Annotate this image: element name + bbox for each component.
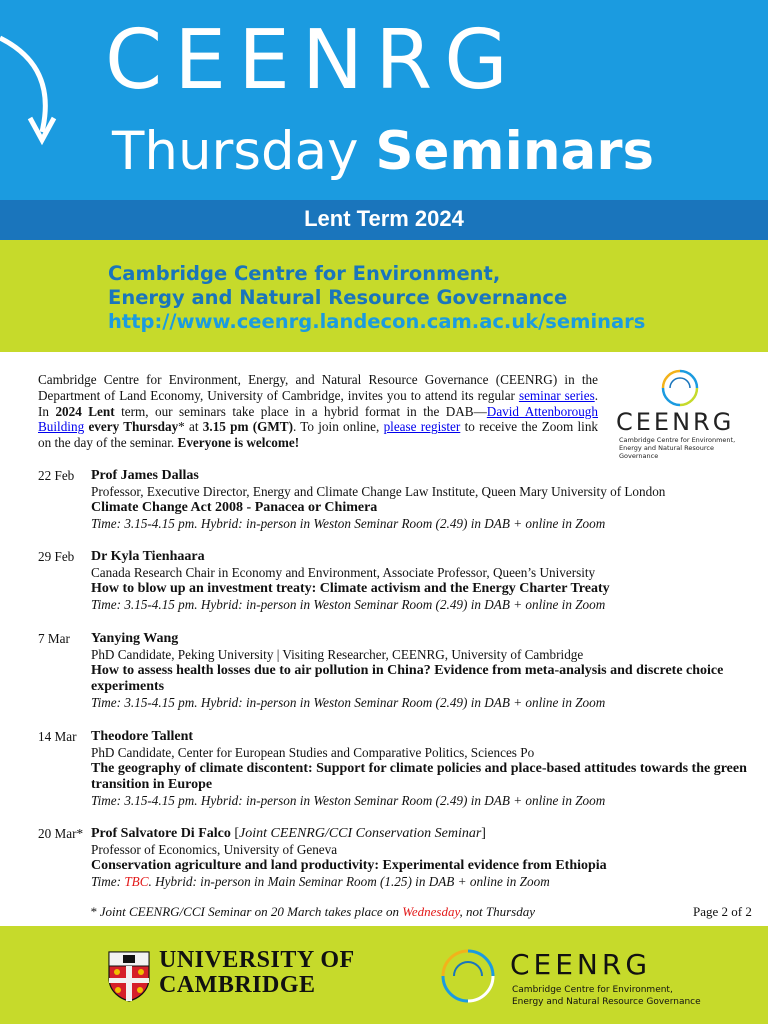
time-suffix: . Hybrid: in-person in Main Seminar Room (1.25) in DAB + online in Zoom [148, 874, 550, 889]
centre-name-line1: Cambridge Centre for Environment, [108, 262, 501, 285]
seminar-speaker-note [231, 826, 486, 841]
time-prefix: Time: [91, 874, 125, 889]
swoosh-arrow-icon [0, 0, 100, 200]
intro-bold-time: 3.15 pm (GMT) [202, 419, 293, 435]
logo-wordmark: CEENRG [616, 408, 735, 436]
logo-tagline [619, 436, 754, 460]
subtitle-bold: Seminars [375, 121, 655, 182]
seminar-role: PhD Candidate, Peking University | Visiting Researcher, CEENRG, University of Cambridge [91, 647, 584, 662]
ceenrg-logo-circle-icon [660, 368, 700, 408]
seminar-series-link[interactable]: seminar series [518, 387, 595, 403]
seminar-speaker [91, 826, 758, 842]
note-bracket-open: [ [230, 826, 240, 841]
seminar-role: Professor, Executive Director, Energy and Climate Change Law Institute, Queen Mary University of London [91, 484, 666, 499]
seminar-role: Canada Research Chair in Economy and Environment, Associate Professor, Queen’s University [91, 565, 596, 580]
header-banner [0, 0, 768, 352]
seminar-time: Time: 3.15-4.15 pm. Hybrid: in-person in Weston Seminar Room (2.49) in DAB + online in Zoom [91, 597, 606, 612]
seminar-title: How to assess health losses due to air pollution in China? Evidence from meta-analysis and discrete choice experiments [91, 663, 724, 694]
university-name-line2: CAMBRIDGE [159, 972, 316, 998]
seminar-speaker-name: Prof Salvatore Di Falco [91, 826, 231, 841]
seminar-speaker: Prof James Dallas [91, 468, 199, 483]
seminar-item [38, 826, 758, 896]
seminar-time: Time: 3.15-4.15 pm. Hybrid: in-person in Weston Seminar Room (2.49) in DAB + online in Zoom [91, 695, 606, 710]
footer-tagline-line1: Cambridge Centre for Environment, [512, 985, 673, 995]
footnote-text: , not Thursday [459, 904, 535, 919]
subtitle-regular: Thursday [112, 121, 359, 182]
footer-wordmark: CEENRG [510, 948, 652, 981]
seminar-speaker: Theodore Tallent [91, 729, 194, 744]
logo-tagline-line2: Energy and Natural Resource Governance [619, 444, 714, 460]
seminar-date: 29 Feb [38, 549, 75, 564]
seminar-role: PhD Candidate, Center for European Studies and Comparative Politics, Sciences Po [91, 745, 535, 760]
seminar-item [38, 468, 758, 549]
footer-banner [0, 926, 768, 1024]
seminar-title: The geography of climate discontent: Support for climate policies and place-based attitudes towards the green transition in Europe [91, 761, 747, 792]
footnote-highlight: Wednesday [402, 904, 460, 919]
intro-text: * at [178, 419, 203, 435]
note-text: Joint CEENRG/CCI Conservation Seminar [239, 826, 482, 841]
intro-bold-term: 2024 Lent [55, 403, 115, 419]
dab-link[interactable]: David Attenborough Building [38, 403, 598, 435]
seminar-item [38, 549, 758, 631]
footnote [90, 904, 535, 920]
seminar-time: Time: 3.15-4.15 pm. Hybrid: in-person in Weston Seminar Room (2.49) in DAB + online in Zoom [91, 793, 606, 808]
page-title: CEENRG [105, 13, 520, 108]
intro-bold-welcome: Everyone is welcome! [177, 435, 300, 451]
ceenrg-footer-circle-icon [440, 948, 496, 1004]
cambridge-crest-icon [107, 950, 151, 1002]
seminar-item [38, 729, 758, 826]
term-label: Lent Term 2024 [304, 206, 464, 231]
page-number: Page 2 of 2 [693, 904, 752, 919]
footer-tagline [512, 984, 701, 1008]
seminar-time: Time: 3.15-4.15 pm. Hybrid: in-person in Weston Seminar Room (2.49) in DAB + online in Zoom [91, 516, 606, 531]
university-name [159, 948, 355, 998]
intro-paragraph [38, 372, 598, 451]
note-bracket-close: ] [481, 826, 486, 841]
time-tbc: TBC [124, 874, 149, 889]
seminar-title: Conservation agriculture and land productivity: Experimental evidence from Ethiopia [91, 858, 607, 873]
seminar-role: Professor of Economics, University of Geneva [91, 842, 338, 857]
seminar-speaker: Dr Kyla Tienhaara [91, 549, 205, 564]
seminar-date: 20 Mar* [38, 826, 84, 841]
centre-url: http://www.ceenrg.landecon.cam.ac.uk/seminars [108, 310, 646, 333]
intro-text: term, our seminars take place in a hybrid format in the DAB— [114, 403, 487, 419]
seminar-speaker: Yanying Wang [91, 631, 179, 646]
university-name-line1: UNIVERSITY OF [159, 947, 355, 973]
seminar-title: How to blow up an investment treaty: Climate activism and the Energy Charter Treaty [91, 581, 610, 596]
seminar-time [91, 874, 758, 890]
intro-text: Cambridge Centre for Environment, Energy, and Natural Resource Governance (CEENRG) in the Department of Land Economy, University of Cambridge, invites you to attend its regular [38, 372, 598, 403]
seminar-item [38, 631, 758, 729]
seminar-date: 14 Mar [38, 729, 77, 744]
intro-text: . In [38, 387, 598, 419]
register-link[interactable]: please register [383, 419, 461, 435]
intro-bold-day: every Thursday [88, 419, 179, 435]
seminar-date: 7 Mar [38, 631, 70, 646]
footer-tagline-line2: Energy and Natural Resource Governance [512, 997, 701, 1007]
seminar-list [38, 468, 758, 896]
page-subtitle [112, 121, 655, 182]
seminar-date: 22 Feb [38, 468, 75, 483]
seminar-title: Climate Change Act 2008 - Panacea or Chimera [91, 500, 378, 515]
intro-text: to receive the Zoom link on the day of the seminar. [38, 419, 599, 451]
intro-text: . To join online, [292, 419, 384, 435]
footnote-text: * Joint CEENRG/CCI Seminar on 20 March takes place on [90, 904, 403, 919]
logo-tagline-line1: Cambridge Centre for Environment, [619, 436, 736, 444]
centre-name-line2: Energy and Natural Resource Governance [108, 286, 568, 309]
ceenrg-logo [612, 366, 752, 460]
centre-block [108, 262, 645, 334]
